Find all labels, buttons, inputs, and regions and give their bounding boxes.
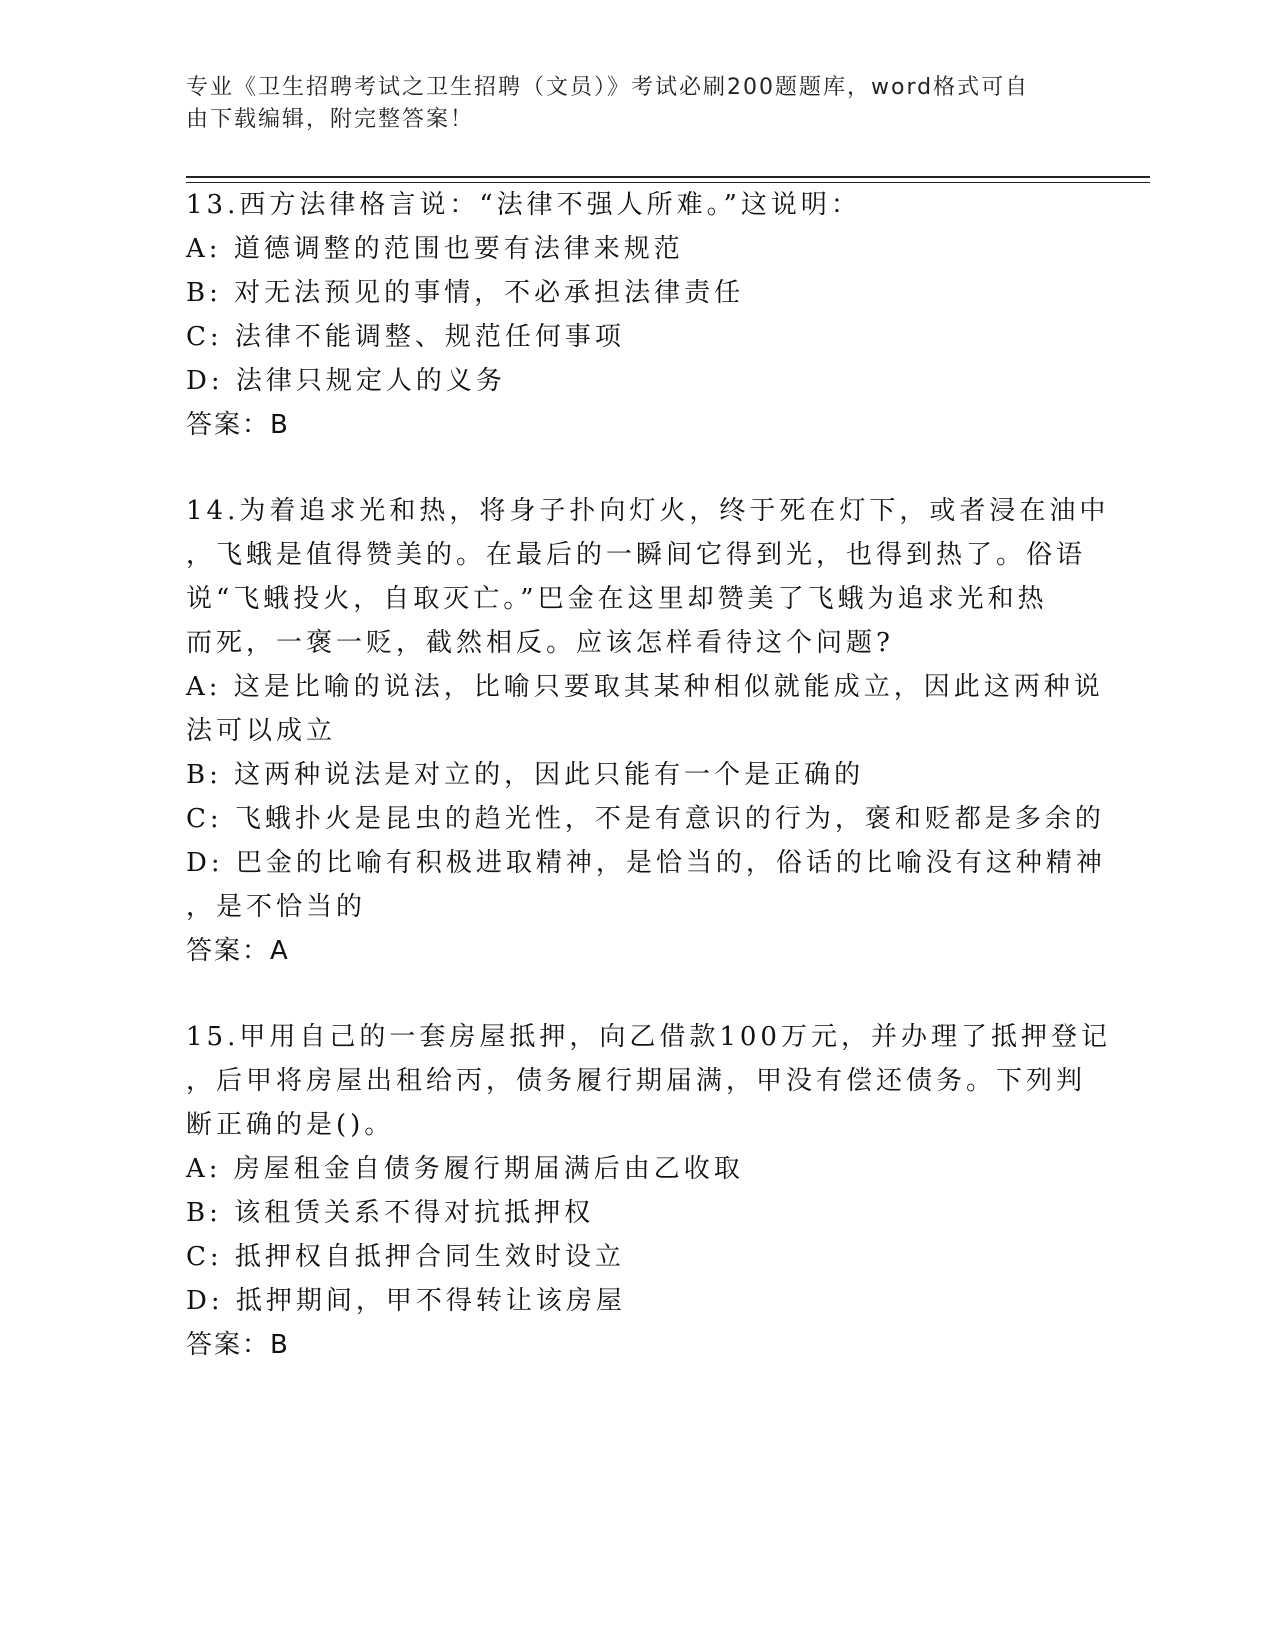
question-13-option-a: A: 道德调整的范围也要有法律来规范 [186,234,684,264]
question-13-answer: 答案：B [186,410,290,440]
question-14-option-d-line-1: D: 巴金的比喻有积极进取精神，是恰当的，俗话的比喻没有这种精神 [186,848,1106,878]
question-15-option-d: D: 抵押期间，甲不得转让该房屋 [186,1286,626,1316]
question-13-option-b: B: 对无法预见的事情，不必承担法律责任 [186,278,745,308]
question-13-option-c: C: 法律不能调整、规范任何事项 [186,322,625,352]
question-14-option-a-line-1: A: 这是比喻的说法，比喻只要取其某种相似就能成立，因此这两种说 [186,672,1104,702]
question-14-answer: 答案：A [186,936,290,966]
question-13-option-d: D: 法律只规定人的义务 [186,366,506,396]
question-14-stem-line-1: 14.为着追求光和热，将身子扑向灯火，终于死在灯下，或者浸在油中 [186,496,1110,526]
document-header [186,72,1066,136]
header-line-1: 专业《卫生招聘考试之卫生招聘（文员）》考试必刷200题题库，word格式可自 [186,75,1030,100]
question-14-stem-line-4: 而死，一褒一贬，截然相反。应该怎样看待这个问题? [186,628,894,658]
question-14-option-b: B: 这两种说法是对立的，因此只能有一个是正确的 [186,760,865,790]
question-14-option-d-line-2: ，是不恰当的 [186,892,367,922]
question-15-answer: 答案：B [186,1330,290,1360]
question-15-stem-line-2: ，后甲将房屋出租给丙，债务履行期届满，甲没有偿还债务。下列判 [186,1066,1087,1096]
question-15-stem-line-3: 断正确的是()。 [186,1110,395,1140]
question-14-stem-line-2: ，飞蛾是值得赞美的。在最后的一瞬间它得到光，也得到热了。俗语 [186,540,1087,570]
question-15-stem-line-1: 15.甲用自己的一套房屋抵押，向乙借款100万元，并办理了抵押登记 [186,1022,1111,1052]
question-14-option-c: C: 飞蛾扑火是昆虫的趋光性，不是有意识的行为，褒和贬都是多余的 [186,804,1105,834]
question-15-option-c: C: 抵押权自抵押合同生效时设立 [186,1242,625,1272]
header-divider-thin [186,182,1150,183]
question-14-option-a-line-2: 法可以成立 [186,716,337,746]
question-13-stem: 13.西方法律格言说：“法律不强人所难。”这说明： [186,190,861,220]
question-15-option-b: B: 该租赁关系不得对抗抵押权 [186,1198,595,1228]
question-15-option-a: A: 房屋租金自债务履行期届满后由乙收取 [186,1154,744,1184]
question-14-stem-line-3: 说“飞蛾投火，自取灭亡。”巴金在这里却赞美了飞蛾为追求光和热 [186,584,1048,614]
header-line-2: 由下载编辑，附完整答案！ [186,107,475,132]
header-divider-thick [186,176,1150,178]
